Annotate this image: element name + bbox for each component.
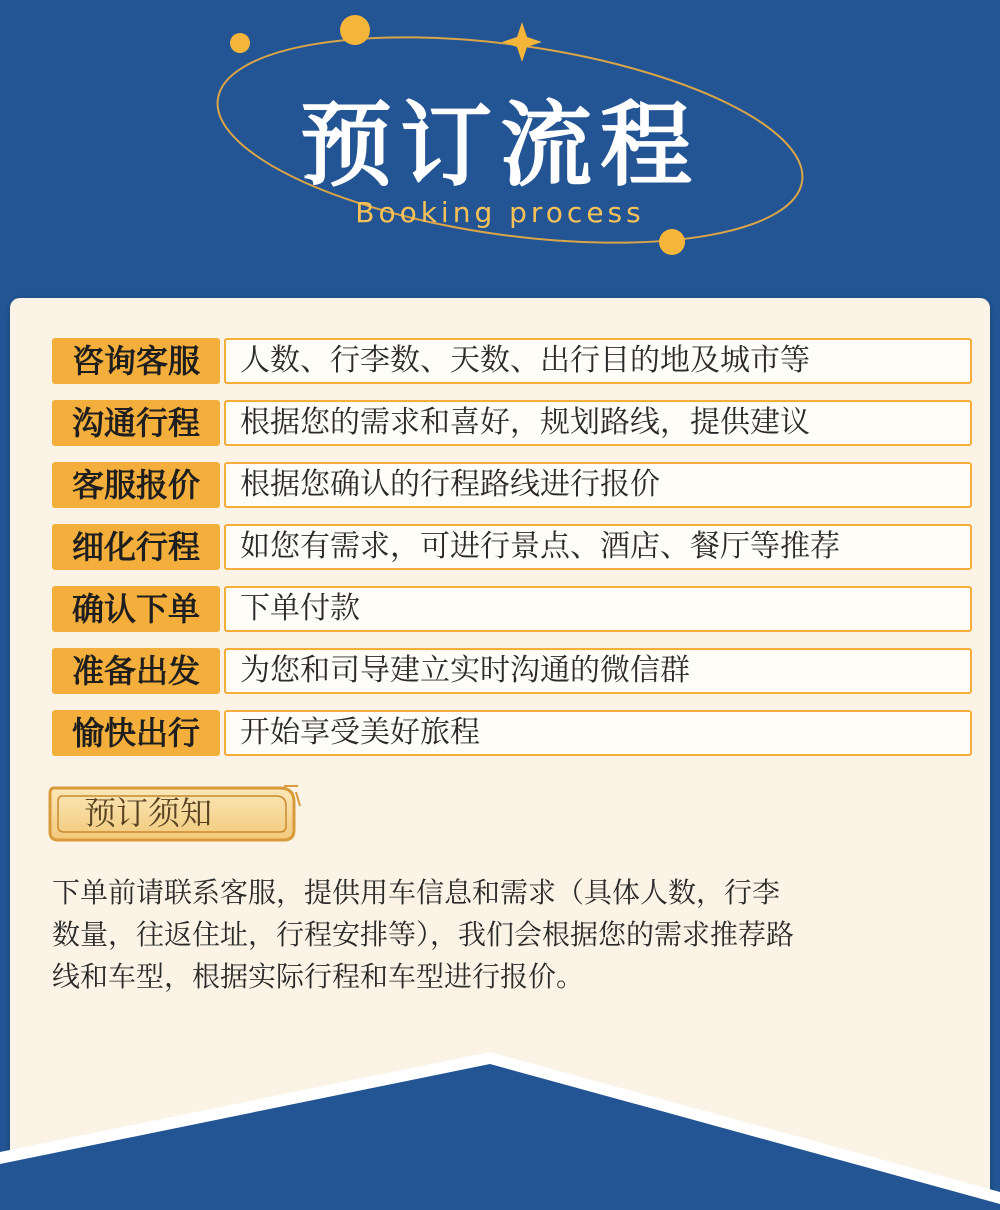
step-row [52, 648, 956, 694]
orbit-dot-top [340, 15, 370, 45]
step-label: 咨询客服 [52, 338, 220, 384]
step-description: 下单付款 [224, 586, 972, 632]
step-label: 准备出发 [52, 648, 220, 694]
notice-line: 线和车型，根据实际行程和车型进行报价。 [52, 960, 585, 993]
step-label: 客服报价 [52, 462, 220, 508]
step-row [52, 586, 956, 632]
bottom-chevron-decoration [0, 1040, 1000, 1210]
step-row [52, 524, 956, 570]
orbit-dot-left [230, 33, 250, 53]
header [0, 0, 1000, 300]
notice-badge-label: 预订须知 [83, 794, 212, 832]
step-description: 开始享受美好旅程 [224, 710, 972, 756]
notice-line: 数量，往返住址，行程安排等），我们会根据您的需求推荐路 [52, 918, 795, 951]
step-label: 愉快出行 [52, 710, 220, 756]
notice-badge [48, 784, 302, 844]
orbit-dot-bottom [659, 229, 685, 255]
step-row [52, 400, 956, 446]
step-label: 沟通行程 [52, 400, 220, 446]
step-label: 细化行程 [52, 524, 220, 570]
step-description: 如您有需求，可进行景点、酒店、餐厅等推荐 [224, 524, 972, 570]
sparkle-star-icon [502, 22, 542, 62]
step-row [52, 710, 956, 756]
notice-paragraph [52, 872, 912, 998]
page-subtitle: Booking process [355, 196, 645, 229]
notice-line: 下单前请联系客服，提供用车信息和需求（具体人数，行李 [52, 876, 781, 909]
step-description: 为您和司导建立实时沟通的微信群 [224, 648, 972, 694]
step-row [52, 338, 956, 384]
step-description: 人数、行李数、天数、出行目的地及城市等 [224, 338, 972, 384]
step-row [52, 462, 956, 508]
page-title: 预订流程 [299, 92, 700, 199]
booking-steps [52, 338, 956, 772]
step-label: 确认下单 [52, 586, 220, 632]
step-description: 根据您的需求和喜好，规划路线，提供建议 [224, 400, 972, 446]
step-description: 根据您确认的行程路线进行报价 [224, 462, 972, 508]
